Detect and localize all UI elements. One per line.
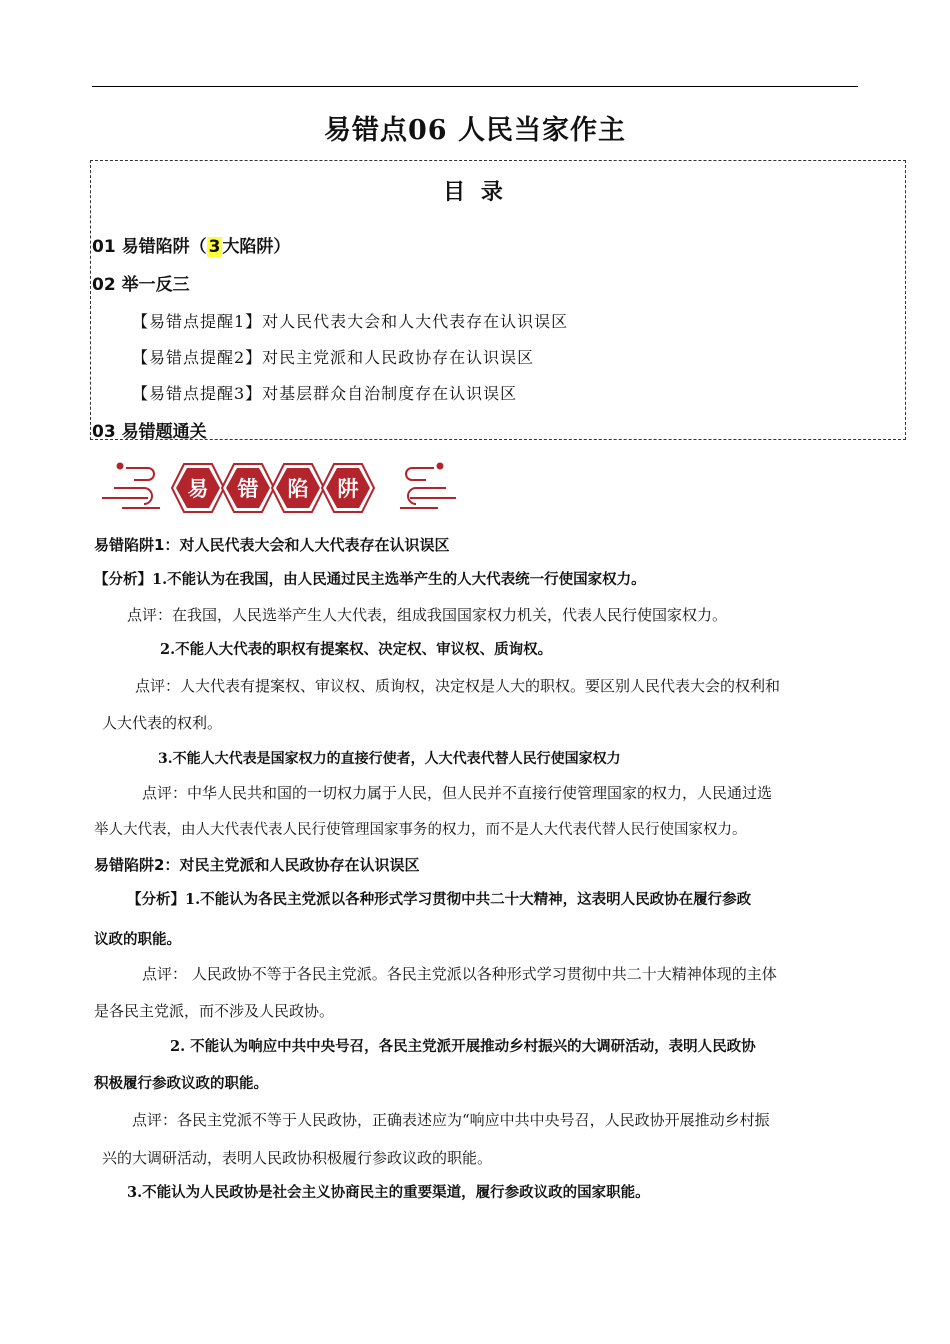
trap-2-comment-2-line-1: 点评：各民主党派不等于人民政协，正确表述应为“响应中共中央号召，人民政协开展推动乡村振 bbox=[132, 1111, 770, 1129]
toc-section-3[interactable]: 03 易错题通关 bbox=[92, 422, 207, 442]
banner-char-4: 阱 bbox=[337, 477, 359, 501]
trap-1-comment-3-line-2: 举人大代表，由人大代表代表人民行使管理国家事务的权力，而不是人大代表代替人民行使国家权力。 bbox=[94, 822, 747, 838]
trap-1-point-3: 3.不能人大代表是国家权力的直接行使者，人大代表代替人民行使国家权力 bbox=[158, 751, 621, 767]
trap-1-comment-2-line-2: 人大代表的权利。 bbox=[102, 714, 223, 732]
banner-left-ornament bbox=[102, 464, 160, 509]
trap-2-analysis-line-1: 【分析】1.不能认为各民主党派以各种形式学习贯彻中共二十大精神，这表明人民政协在履行参政 bbox=[127, 891, 752, 908]
toc-item-1[interactable]: 【易错点提醒1】对人民代表大会和人大代表存在认识误区 bbox=[132, 312, 569, 331]
trap-2-comment-2-line-2: 兴的大调研活动，表明人民政协积极履行参政议政的职能。 bbox=[102, 1149, 493, 1167]
trap-1-comment-1: 点评：在我国，人民选举产生人大代表，组成我国国家权力机关，代表人民行使国家权力。 bbox=[127, 606, 728, 624]
banner-char-3: 陷 bbox=[287, 477, 309, 501]
trap-1-comment-2-line-1: 点评：人大代表有提案权、审议权、质询权，决定权是人大的职权。要区别人民代表大会的权利和 bbox=[135, 677, 781, 695]
trap-1-analysis: 【分析】1.不能认为在我国，由人民通过民主选举产生的人大代表统一行使国家权力。 bbox=[94, 571, 646, 588]
toc-item-3[interactable]: 【易错点提醒3】对基层群众自治制度存在认识误区 bbox=[132, 384, 518, 403]
toc-section-1-prefix: 01 易错陷阱（ bbox=[92, 237, 207, 257]
trap-2-analysis-line-2: 议政的职能。 bbox=[94, 931, 181, 948]
toc-section-1[interactable] bbox=[92, 232, 290, 257]
toc-section-1-suffix: 大陷阱） bbox=[222, 237, 291, 257]
document-title: 易错点06 人民当家作主 bbox=[324, 115, 626, 146]
banner-char-2: 错 bbox=[237, 477, 259, 501]
toc-heading: 目 录 bbox=[443, 180, 507, 205]
trap-1-heading: 易错陷阱1：对人民代表大会和人大代表存在认识误区 bbox=[94, 536, 450, 554]
toc-highlight-number: 3 bbox=[208, 237, 221, 257]
trap-2-point-3: 3.不能认为人民政协是社会主义协商民主的重要渠道，履行参政议政的国家职能。 bbox=[127, 1184, 650, 1201]
trap-2-comment-1-line-2: 是各民主党派，而不涉及人民政协。 bbox=[94, 1002, 335, 1020]
header-rule bbox=[92, 86, 858, 87]
trap-1-point-2: 2.不能人大代表的职权有提案权、决定权、审议权、质询权。 bbox=[160, 641, 553, 658]
trap-2-comment-1-line-1: 点评： 人民政协不等于各民主党派。各民主党派以各种形式学习贯彻中共二十大精神体现的主体 bbox=[142, 965, 777, 983]
toc-item-2[interactable]: 【易错点提醒2】对民主党派和人民政协存在认识误区 bbox=[132, 348, 535, 367]
trap-1-comment-3-line-1: 点评：中华人民共和国的一切权力属于人民，但人民并不直接行使管理国家的权力，人民通过选 bbox=[142, 784, 773, 802]
trap-2-point-2-line-2: 积极履行参政议政的职能。 bbox=[94, 1075, 268, 1092]
trap-banner bbox=[100, 456, 460, 522]
trap-2-heading: 易错陷阱2：对民主党派和人民政协存在认识误区 bbox=[94, 856, 420, 874]
banner-char-1: 易 bbox=[187, 477, 209, 501]
banner-right-ornament bbox=[400, 464, 456, 509]
toc-section-2[interactable]: 02 举一反三 bbox=[92, 275, 190, 295]
trap-2-point-2-line-1: 2. 不能认为响应中共中央号召，各民主党派开展推动乡村振兴的大调研活动，表明人民政协 bbox=[170, 1038, 756, 1055]
